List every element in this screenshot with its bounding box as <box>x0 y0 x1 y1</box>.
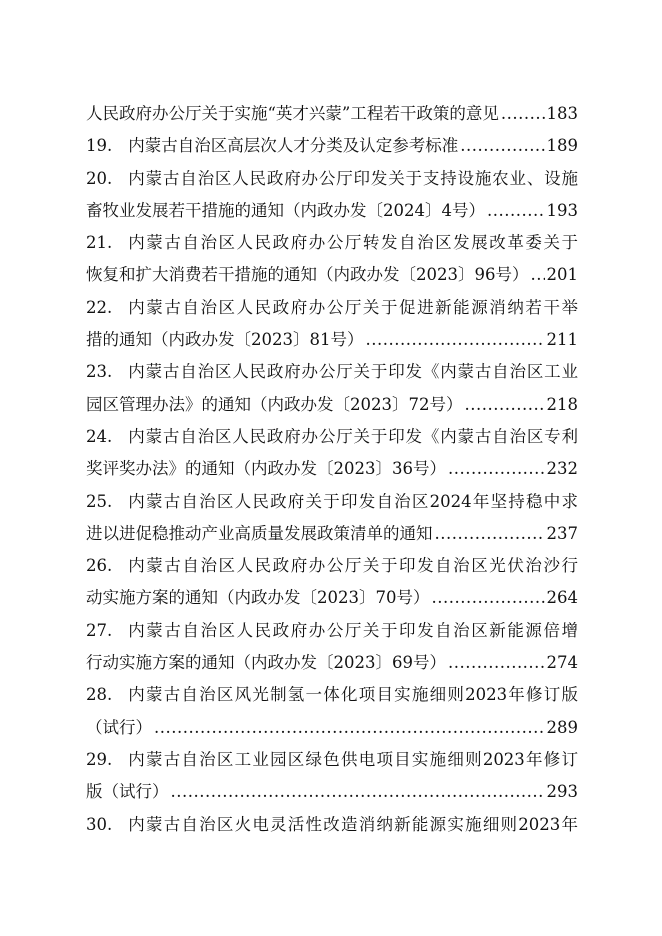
toc-entry-title: 内蒙古自治区人民政府办公厅印发关于支持设施农业、设施 <box>128 168 578 188</box>
toc-line[interactable] <box>86 130 578 162</box>
toc-entry-title: （试行） <box>86 717 152 737</box>
dot-leader <box>432 582 545 614</box>
toc-entry-title: 动实施方案的通知（内政办发〔2023〕70号） <box>86 588 430 608</box>
toc-entry-title: 内蒙古自治区火电灵活性改造消纳新能源实施细则2023年 <box>128 814 578 834</box>
toc-line[interactable] <box>86 647 578 679</box>
toc-line[interactable] <box>86 679 578 711</box>
toc-entry-title: 内蒙古自治区人民政府办公厅关于印发自治区新能源倍增 <box>128 620 578 640</box>
toc-entry-title: 内蒙古自治区人民政府关于印发自治区2024年坚持稳中求 <box>128 491 578 511</box>
toc-entry-title: 措的通知（内政办发〔2023〕81号） <box>86 330 364 350</box>
toc-line[interactable] <box>86 163 578 195</box>
toc-entry-title: 畜牧业发展若干措施的通知（内政办发〔2024〕4号） <box>86 200 485 220</box>
dot-leader <box>448 453 545 485</box>
toc-entry-title: 版（试行） <box>86 782 169 802</box>
toc-entry-number: 25. <box>86 491 113 511</box>
toc-line[interactable] <box>86 259 578 291</box>
table-of-contents <box>86 98 578 841</box>
toc-page-number: 189 <box>546 136 578 156</box>
toc-entry-number: 29. <box>86 749 113 769</box>
toc-line[interactable] <box>86 615 578 647</box>
toc-entry-title: 内蒙古自治区人民政府办公厅转发自治区发展改革委关于 <box>128 233 578 253</box>
toc-line[interactable] <box>86 421 578 453</box>
toc-page-number: 293 <box>546 782 578 802</box>
dot-leader <box>366 324 545 356</box>
toc-entry-title: 恢复和扩大消费若干措施的通知（内政办发〔2023〕96号） <box>86 265 529 285</box>
toc-line[interactable] <box>86 744 578 776</box>
toc-entry-title: 园区管理办法》的通知（内政办发〔2023〕72号） <box>86 394 463 414</box>
toc-line[interactable] <box>86 356 578 388</box>
toc-page-number: 183 <box>546 104 578 123</box>
toc-line[interactable] <box>86 389 578 421</box>
toc-page-number: 201 <box>546 265 578 285</box>
toc-line[interactable] <box>86 712 578 744</box>
dot-leader <box>487 195 545 227</box>
toc-entry-title: 行动实施方案的通知（内政办发〔2023〕69号） <box>86 653 446 673</box>
toc-entry-title: 进以进促稳推动产业高质量发展政策清单的通知 <box>86 523 433 543</box>
dot-leader <box>435 518 545 550</box>
toc-line[interactable] <box>86 776 578 808</box>
dot-leader <box>501 98 545 130</box>
dot-leader <box>460 130 544 162</box>
toc-entry-title: 内蒙古自治区人民政府办公厅关于印发自治区光伏治沙行 <box>128 556 578 576</box>
toc-entry-title: 内蒙古自治区人民政府办公厅关于印发《内蒙古自治区工业 <box>128 362 578 382</box>
toc-line[interactable] <box>86 518 578 550</box>
toc-entry-title: 内蒙古自治区工业园区绿色供电项目实施细则2023年修订 <box>128 749 578 769</box>
toc-entry-number: 28. <box>86 685 113 705</box>
toc-entry-number: 20. <box>86 168 113 188</box>
toc-entry-title: 内蒙古自治区高层次人才分类及认定参考标准 <box>128 136 459 156</box>
toc-line[interactable] <box>86 486 578 518</box>
toc-page-number: 193 <box>546 200 578 220</box>
toc-entry-title: 人民政府办公厅关于实施“英才兴蒙”工程若干政策的意见 <box>86 104 499 123</box>
toc-line[interactable] <box>86 582 578 614</box>
toc-line[interactable] <box>86 227 578 259</box>
toc-line[interactable] <box>86 98 578 130</box>
toc-entry-title: 内蒙古自治区人民政府办公厅关于印发《内蒙古自治区专利 <box>128 426 578 446</box>
dot-leader <box>154 712 545 744</box>
toc-page-number: 237 <box>546 523 578 543</box>
toc-entry-number: 19. <box>86 136 113 156</box>
toc-page-number: 289 <box>546 717 578 737</box>
toc-entry-number: 22. <box>86 297 113 317</box>
toc-page-number: 264 <box>546 588 578 608</box>
toc-page-number: 232 <box>546 459 578 479</box>
dot-leader <box>465 389 545 421</box>
toc-page-number: 274 <box>546 653 578 673</box>
dot-leader <box>448 647 545 679</box>
toc-page-number: 218 <box>546 394 578 414</box>
toc-entry-title: 奖评奖办法》的通知（内政办发〔2023〕36号） <box>86 459 446 479</box>
toc-line[interactable] <box>86 324 578 356</box>
dot-leader <box>531 259 545 291</box>
toc-line[interactable] <box>86 809 578 841</box>
toc-line[interactable] <box>86 195 578 227</box>
toc-entry-number: 21. <box>86 233 113 253</box>
toc-entry-number: 24. <box>86 426 113 446</box>
toc-entry-number: 27. <box>86 620 113 640</box>
toc-entry-number: 30. <box>86 814 113 834</box>
dot-leader <box>171 776 545 808</box>
toc-entry-title: 内蒙古自治区人民政府办公厅关于促进新能源消纳若干举 <box>128 297 578 317</box>
toc-entry-number: 26. <box>86 556 113 576</box>
toc-page-number: 211 <box>546 330 578 350</box>
toc-entry-title: 内蒙古自治区风光制氢一体化项目实施细则2023年修订版 <box>128 685 578 705</box>
toc-line[interactable] <box>86 550 578 582</box>
toc-entry-number: 23. <box>86 362 113 382</box>
toc-line[interactable] <box>86 453 578 485</box>
toc-line[interactable] <box>86 292 578 324</box>
